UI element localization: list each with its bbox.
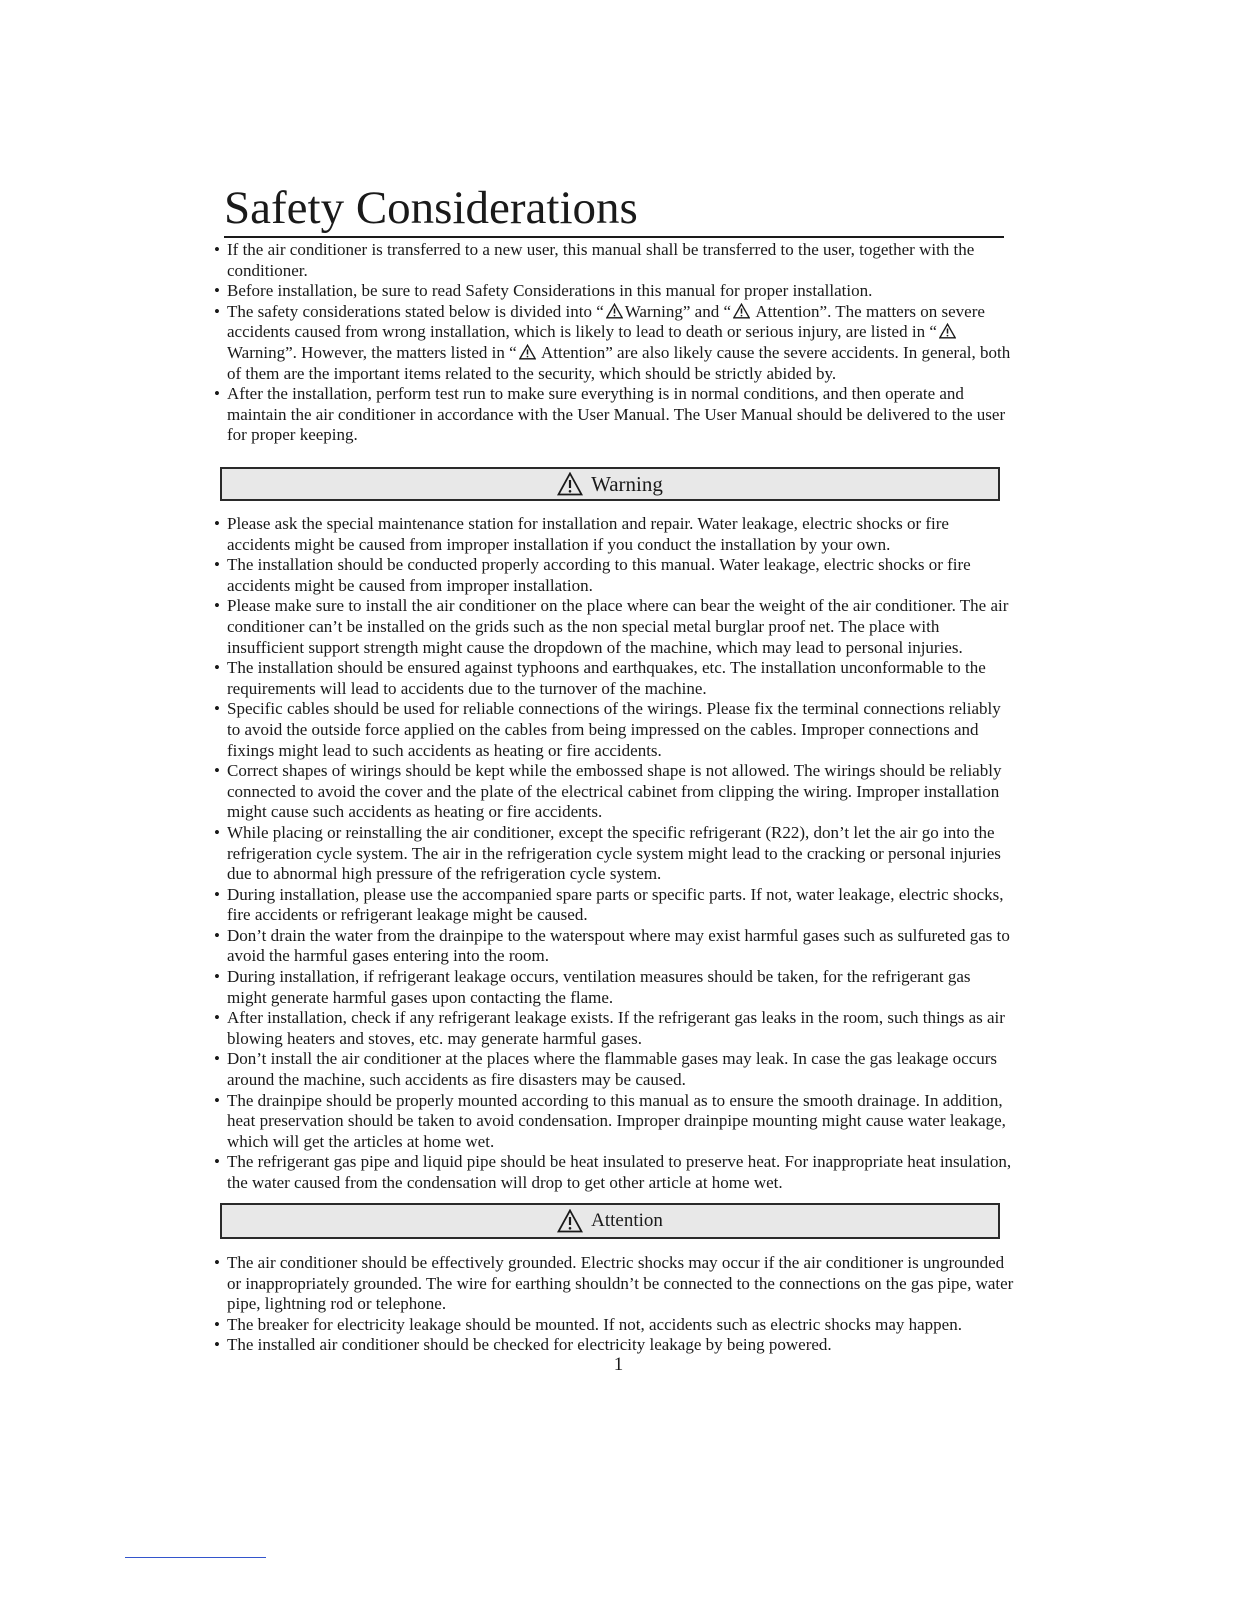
list-item: • Specific cables should be used for reliable connections of the wirings. Please fix the terminal connections reliably to avoid the outside force applied on the cables from being impressed on the cables. Improper connections and fixings might lead to such accidents as heating or fire accidents. xyxy=(214,699,1014,761)
warning-triangle-icon xyxy=(606,303,623,319)
warning-triangle-icon xyxy=(557,1209,583,1233)
list-item: • Please make sure to install the air conditioner on the place where can bear the weight of the air conditioner. The air conditioner can’t be installed on the grids such as the non special metal burglar proof net. The place with insufficient support strength might cause the dropdown of the machine, which may lead to personal injuries. xyxy=(214,596,1014,658)
list-item: • Please ask the special maintenance station for installation and repair. Water leakage, electric shocks or fire accidents might be caused from improper installation if you conduct the installation by your own. xyxy=(214,514,1014,555)
list-item: • The drainpipe should be properly mounted according to this manual as to ensure the smooth drainage. In addition, heat preservation should be taken to avoid condensation. Improper drainpipe mounting might cause water leakage, which will get the articles at home wet. xyxy=(214,1091,1014,1153)
list-item: • During installation, please use the accompanied spare parts or specific parts. If not, water leakage, electric shocks, fire accidents or refrigerant leakage might be caused. xyxy=(214,885,1014,926)
list-item: • Don’t drain the water from the drainpipe to the waterspout where may exist harmful gases such as sulfureted gas to avoid the harmful gases entering into the room. xyxy=(214,926,1014,967)
list-item: • The installed air conditioner should be checked for electricity leakage by being powered. xyxy=(214,1335,1020,1356)
page-title: Safety Considerations xyxy=(224,180,1004,238)
warning-label: Warning xyxy=(591,471,663,496)
warning-triangle-icon xyxy=(733,303,750,319)
list-item: • Don’t install the air conditioner at the places where the flammable gases may leak. In case the gas leakage occurs around the machine, such accidents as fire disasters may be caused. xyxy=(214,1049,1014,1090)
list-item: • Before installation, be sure to read Safety Considerations in this manual for proper installation. xyxy=(214,281,1014,302)
list-item: • The refrigerant gas pipe and liquid pipe should be heat insulated to preserve heat. For inappropriate heat insulation, the water caused from the condensation will drop to get other article at home wet. xyxy=(214,1152,1014,1193)
text-segment: ”. The matters on severe accidents caused from wrong installation, which is likely to lead to death or serious injury, are listed in “ xyxy=(227,301,985,342)
list-item: • During installation, if refrigerant leakage occurs, ventilation measures should be taken, for the refrigerant gas might generate harmful gases upon contacting the flame. xyxy=(214,967,1014,1008)
warning-section-header xyxy=(220,467,1000,501)
attention-word: Attention xyxy=(537,342,606,362)
warning-triangle-icon xyxy=(519,344,536,360)
text-segment: The safety considerations stated below is divided into “ xyxy=(227,301,604,321)
list-item: • After the installation, perform test run to make sure everything is in normal conditions, and then operate and maintain the air conditioner in accordance with the User Manual. The User Manual should be delivered to the user for proper keeping. xyxy=(214,384,1014,446)
page-number: 1 xyxy=(613,1354,624,1375)
list-item: • The air conditioner should be effectively grounded. Electric shocks may occur if the air conditioner is ungrounded or inappropriately grounded. The wire for earthing shouldn’t be connected to the connections on the gas pipe, water pipe, lightning rod or telephone. xyxy=(214,1253,1020,1315)
attention-section-header xyxy=(220,1203,1000,1239)
footnote-divider xyxy=(125,1557,266,1558)
list-item: • While placing or reinstalling the air conditioner, except the specific refrigerant (R22), don’t let the air go into the refrigeration cycle system. The air in the refrigeration cycle system might lead to the cracking or personal injuries due to abnormal high pressure of the refrigeration cycle system. xyxy=(214,823,1014,885)
list-item: • The breaker for electricity leakage should be mounted. If not, accidents such as electric shocks may happen. xyxy=(214,1315,1020,1336)
warning-word: Warning xyxy=(624,301,683,321)
list-item: • The installation should be conducted properly according to this manual. Water leakage, electric shocks or fire accidents might be caused from improper installation. xyxy=(214,555,1014,596)
attention-word: Attention xyxy=(752,301,820,321)
warning-triangle-icon xyxy=(939,323,956,339)
text-segment: ” and “ xyxy=(682,301,732,321)
list-item: • After installation, check if any refrigerant leakage exists. If the refrigerant gas leaks in the room, such things as air blowing heaters and stoves, etc. may generate harmful gases. xyxy=(214,1008,1014,1049)
attention-label: Attention xyxy=(591,1210,663,1231)
text-segment: ”. However, the matters listed in “ xyxy=(285,342,517,362)
list-item xyxy=(214,302,1014,384)
intro-section xyxy=(214,240,1014,446)
warning-triangle-icon xyxy=(557,472,583,496)
list-item: • The installation should be ensured against typhoons and earthquakes, etc. The installation unconformable to the requirements will lead to accidents due to the turnover of the machine. xyxy=(214,658,1014,699)
attention-list xyxy=(214,1253,1020,1356)
warning-word: Warning xyxy=(227,342,286,362)
list-item: • Correct shapes of wirings should be kept while the embossed shape is not allowed. The wirings should be reliably connected to avoid the cover and the plate of the electrical cabinet from clipping the wiring. Improper installation might cause such accidents as heating or fire accidents. xyxy=(214,761,1014,823)
list-item: • If the air conditioner is transferred to a new user, this manual shall be transferred to the user, together with the conditioner. xyxy=(214,240,1014,281)
text-segment: ” are also likely cause the severe accidents. In general, both of them are the important items related to the security, which should be strictly abided by. xyxy=(227,342,1011,383)
warning-list xyxy=(214,514,1014,1194)
